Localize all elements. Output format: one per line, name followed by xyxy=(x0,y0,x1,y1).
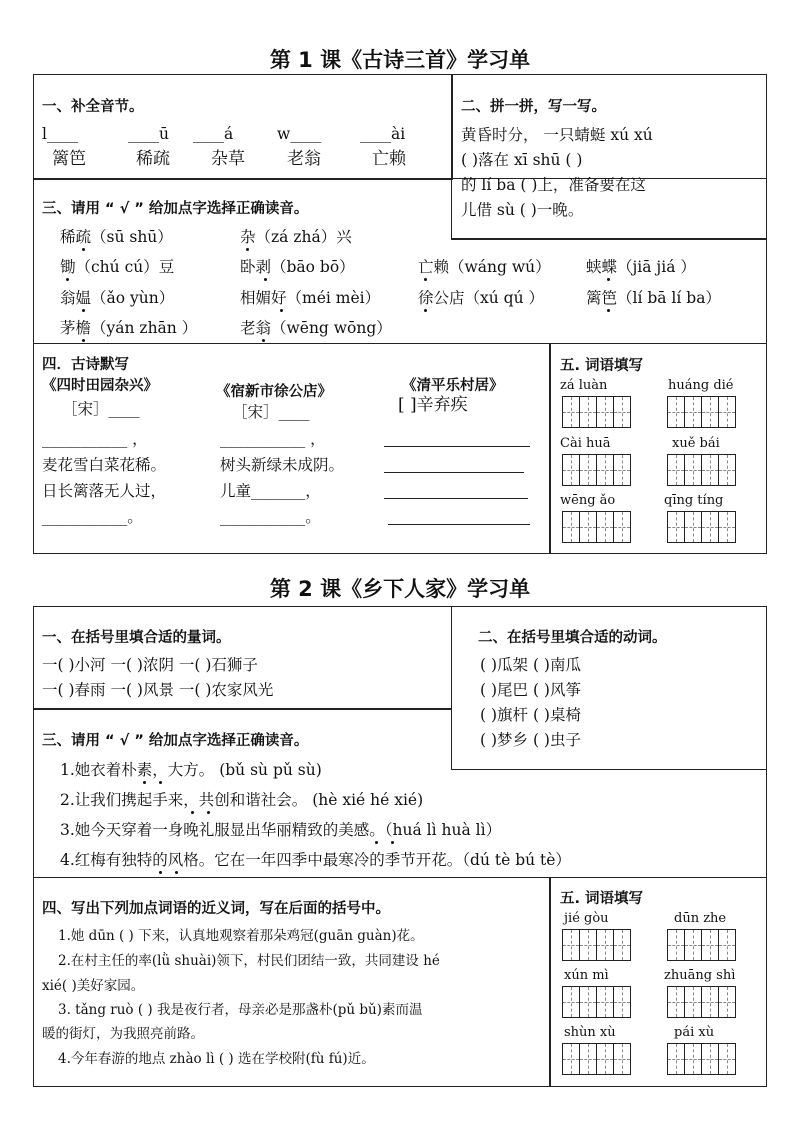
reading-item-8[interactable]: 相媚好（méi mèi） xyxy=(240,289,381,307)
poem2-line-4[interactable]: ___________。 xyxy=(220,508,321,526)
emphasis-dot xyxy=(246,248,249,251)
reading-item-10[interactable]: 篱笆（lí bā lí ba） xyxy=(586,289,721,307)
reading-item-3[interactable]: 锄（chú cú）豆 xyxy=(60,258,175,276)
emphasis-dot xyxy=(207,811,210,814)
emphasis-dot xyxy=(82,309,85,312)
emphasis-dot xyxy=(424,278,427,281)
pinyin-10: zhuāng shì xyxy=(664,968,736,983)
emphasis-dot xyxy=(159,871,162,874)
poem3-author[interactable]: [ ]辛弃疾 xyxy=(398,395,468,415)
measure-row-1[interactable]: 一( )小河 一( )浓阴 一( )石狮子 xyxy=(42,656,258,674)
l1-s2-heading: 二、拼一拼，写一写。 xyxy=(461,99,606,115)
measure-row-2[interactable]: 一( )春雨 一( )风景 一( )农家风光 xyxy=(42,681,274,699)
poem3-write-line[interactable] xyxy=(384,472,524,473)
synonym-item-3[interactable]: 3. tǎng ruò ( ) 我是夜行者，母亲必是那盏朴(pǔ bǔ)素而温 xyxy=(58,1002,423,1018)
pinyin-12: pái xù xyxy=(674,1025,715,1040)
reading-item-6[interactable]: 蛱蝶（jiā jiá ） xyxy=(586,258,696,276)
l2-s3-heading: 三、请用 “ √ ” 给加点字选择正确读音。 xyxy=(42,733,309,749)
pinyin-7: jié gòu xyxy=(564,911,609,926)
word-4: 老翁 xyxy=(287,149,321,169)
word-3: 杂草 xyxy=(211,149,245,169)
l2-s4-heading: 四、写出下列加点词语的近义词，写在后面的括号中。 xyxy=(42,901,390,917)
pron-item-1[interactable]: 1.她衣着朴素，大方。 (bǔ sù pǔ sù) xyxy=(60,761,322,779)
l1-s5-heading: 五. 词语填写 xyxy=(560,358,644,374)
emphasis-dot xyxy=(607,278,610,281)
char-grid[interactable] xyxy=(562,986,630,1018)
word-5: 亡赖 xyxy=(372,149,406,169)
pinyin-11: shùn xù xyxy=(564,1025,616,1040)
emphasis-dot xyxy=(143,781,146,784)
pinyin-9: xún mì xyxy=(564,968,609,983)
verb-row-1[interactable]: ( )瓜架 ( )南瓜 xyxy=(480,656,581,674)
l2-s1-heading: 一、在括号里填合适的量词。 xyxy=(42,630,231,646)
emphasis-dot xyxy=(424,309,427,312)
reading-item-5[interactable]: 亡赖（wáng wú） xyxy=(418,258,551,276)
poem3-title: 《清平乐村居》 xyxy=(402,378,504,394)
pron-item-3[interactable]: 3.她今天穿着一身晚礼服显出华丽精致的美感。（huá lì huà lì） xyxy=(60,821,502,839)
lesson2-title: 第 2 课《乡下人家》学习单 xyxy=(269,577,531,601)
reading-item-1[interactable]: 稀疏（sū shū） xyxy=(60,228,173,246)
l1-s2-bottom xyxy=(451,238,767,239)
emphasis-dot xyxy=(375,841,378,844)
char-grid[interactable] xyxy=(667,986,735,1018)
l2-s5-heading: 五. 词语填写 xyxy=(560,891,644,907)
pron-item-2[interactable]: 2.让我们携起手来，共创和谐社会。 (hè xié hé xié) xyxy=(60,791,424,809)
pron-item-4[interactable]: 4.红梅有独特的风格。它在一年四季中最寒冷的季节开花。（dú tè bú tè） xyxy=(60,851,571,869)
poem1-dynasty[interactable]: ［宋］____ xyxy=(62,400,140,418)
char-grid[interactable] xyxy=(562,929,630,961)
poem1-line-2: 麦花雪白菜花稀。 xyxy=(42,456,167,474)
l1-s3-heading: 三、请用 “ √ ” 给加点字选择正确读音。 xyxy=(42,201,309,217)
emphasis-dot xyxy=(175,871,178,874)
char-grid[interactable] xyxy=(667,454,735,486)
l1-s2-left xyxy=(451,74,452,240)
l1-s2-line-4[interactable]: 儿借 sù ( )一晚。 xyxy=(461,201,584,219)
l1-s2-line-3[interactable]: 的 lí ba ( )上，准备要在这 xyxy=(461,176,646,194)
reading-item-7[interactable]: 翁媪（ǎo yùn） xyxy=(60,289,175,307)
emphasis-dot xyxy=(82,248,85,251)
l1-s1-heading: 一、补全音节。 xyxy=(42,99,144,115)
pinyin-8: dūn zhe xyxy=(674,911,727,926)
verb-row-4[interactable]: ( )梦乡 ( )虫子 xyxy=(480,731,581,749)
lesson1-title: 第 1 课《古诗三首》学习单 xyxy=(269,48,531,72)
pinyin-3: Cài huā xyxy=(560,436,611,451)
poem3-write-line[interactable] xyxy=(384,446,530,447)
poem2-line-2: 树头新绿未成阴。 xyxy=(220,456,345,474)
poem1-line-3: 日长篱落无人过， xyxy=(42,482,167,500)
blank-1[interactable]: l____ xyxy=(42,125,78,143)
poem2-dynasty[interactable]: ［宋］____ xyxy=(232,403,310,421)
synonym-item-4[interactable]: 4.今年春游的地点 zhào lì ( ) 选在学校附(fù fú)近。 xyxy=(58,1051,375,1067)
char-grid[interactable] xyxy=(667,1043,735,1075)
l1-s4-heading: 四．古诗默写 xyxy=(42,357,129,373)
reading-item-11[interactable]: 茅檐（yán zhān ） xyxy=(60,319,198,337)
char-grid[interactable] xyxy=(562,454,630,486)
char-grid[interactable] xyxy=(667,929,735,961)
l2-s2-heading: 二、在括号里填合适的动词。 xyxy=(478,630,667,646)
synonym-item-1[interactable]: 1.她 dūn ( ) 下来，认真地观察着那朵鸡冠(guān guàn)花。 xyxy=(58,928,424,944)
word-1: 篱笆 xyxy=(52,149,86,169)
l1-s2-line-1: 黄昏时分， 一只蜻蜓 xú xú xyxy=(461,126,653,144)
emphasis-dot xyxy=(391,841,394,844)
pinyin-1: zá luàn xyxy=(560,378,608,393)
emphasis-dot xyxy=(82,339,85,342)
pinyin-4: xuě bái xyxy=(672,436,720,451)
emphasis-dot xyxy=(191,811,194,814)
poem1-title: 《四时田园杂兴》 xyxy=(42,378,158,394)
char-grid[interactable] xyxy=(562,1043,630,1075)
word-2: 稀疏 xyxy=(136,149,170,169)
poem3-write-line[interactable] xyxy=(388,524,530,525)
emphasis-dot xyxy=(280,309,283,312)
synonym-item-2b[interactable]: xié( )美好家园。 xyxy=(42,978,145,994)
reading-item-2[interactable]: 杂（zá zhá）兴 xyxy=(240,228,352,246)
pinyin-5: wēng ǎo xyxy=(560,493,616,508)
char-grid[interactable] xyxy=(562,396,630,428)
char-grid[interactable] xyxy=(562,511,630,543)
blank-3[interactable]: ____á xyxy=(193,125,234,143)
reading-item-12[interactable]: 老翁（wēng wōng） xyxy=(240,319,392,337)
char-grid[interactable] xyxy=(667,511,735,543)
reading-item-9[interactable]: 徐公店（xú qú ） xyxy=(418,289,544,307)
char-grid[interactable] xyxy=(667,396,735,428)
emphasis-dot xyxy=(264,278,267,281)
poem1-line-1[interactable]: ___________ ， xyxy=(42,430,148,448)
verb-row-2[interactable]: ( )尾巴 ( )风筝 xyxy=(480,681,581,699)
verb-row-3[interactable]: ( )旗杆 ( )桌椅 xyxy=(480,706,581,724)
emphasis-dot xyxy=(262,339,265,342)
blank-4[interactable]: w____ xyxy=(277,125,322,143)
emphasis-dot xyxy=(159,781,162,784)
poem1-line-4[interactable]: ___________。 xyxy=(42,508,143,526)
reading-item-4[interactable]: 卧剥（bāo bō） xyxy=(240,258,355,276)
poem2-title: 《宿新市徐公店》 xyxy=(216,384,332,400)
poem2-line-3[interactable]: 儿童_______， xyxy=(220,482,321,500)
l1-s2-line-2[interactable]: ( )落在 xī shū ( ) xyxy=(461,151,583,169)
poem3-write-line[interactable] xyxy=(384,498,528,499)
emphasis-dot xyxy=(66,278,69,281)
pinyin-2: huáng dié xyxy=(668,378,734,393)
pinyin-6: qīng tíng xyxy=(664,493,724,508)
emphasis-dot xyxy=(607,309,610,312)
synonym-item-3b[interactable]: 暖的街灯，为我照亮前路。 xyxy=(42,1026,204,1042)
blank-5[interactable]: ____ài xyxy=(360,125,406,143)
poem2-line-1[interactable]: ___________ ， xyxy=(220,430,326,448)
blank-2[interactable]: ____ū xyxy=(128,125,169,143)
synonym-item-2[interactable]: 2.在村主任的率(lǜ shuài)领下，村民们团结一致，共同建设 hé xyxy=(58,953,440,969)
